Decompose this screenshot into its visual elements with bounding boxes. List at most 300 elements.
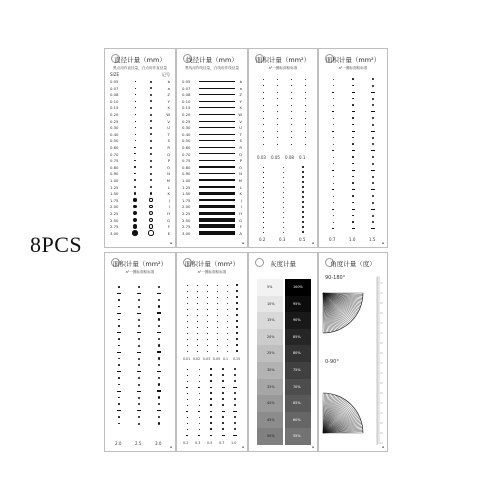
column-label: 0.1 [223,357,229,361]
area-dot [283,217,284,218]
size-label: 0.07 [110,85,119,91]
area-dot [197,315,198,316]
size-label: 0.10 [182,98,191,104]
area-dot [222,368,224,370]
area-dot [158,416,160,418]
size-label: 0.80 [182,164,191,170]
card-title: 线径计量（mm） [186,56,238,64]
size-label: 0.70 [110,151,119,157]
gray-label: 55% [293,434,301,439]
area-dot [217,291,218,292]
area-dot [207,309,208,310]
size-label: 0.40 [110,131,119,137]
area-bar [233,387,237,388]
area-bar [157,390,162,391]
white-dot [150,160,152,162]
area-bar [157,351,162,352]
black-dot [135,94,136,95]
area-dot [199,429,200,430]
area-dot [352,78,354,80]
area-dot [138,345,140,347]
area-dot [118,338,120,340]
card-subtitle: a²一圈标面积标准 [125,270,155,274]
area-dot [158,325,160,327]
area-bar [233,435,237,436]
size-label: 0.50 [110,138,119,144]
white-dot [150,173,152,175]
area-dot [352,215,354,217]
area-dot [277,131,278,132]
area-dot [234,416,236,418]
area-dot [263,98,264,99]
area-dot [207,333,208,334]
area-dot [283,202,284,203]
area-dot [302,166,303,167]
code-label: X [239,105,242,111]
size-label: 0.75 [110,158,119,164]
area-dot [263,182,264,183]
card-title: 面积计量（mm²） [325,56,381,64]
area-dot [187,423,188,424]
code-label: O [167,164,170,170]
area-dot [227,303,228,304]
area-dot [217,351,218,352]
size-label: 2.25 [110,211,119,216]
area-dot [118,397,120,399]
area-bar [352,170,355,171]
area-bar [352,228,355,229]
area-dot [227,291,228,292]
area-dot [236,296,237,297]
corner-mark: ■ [312,241,314,245]
area-dot [234,380,236,382]
area-dot [333,222,334,223]
area-dot [222,398,224,400]
code-label: J [168,197,170,203]
size-label: 2.50 [110,217,119,223]
grayscale-gauge-card [248,252,318,452]
area-dot [333,118,334,119]
area-dot [283,222,284,223]
white-dot [150,87,152,89]
area-dot [199,423,200,424]
size-label: 1.50 [182,191,191,197]
area-dot [158,403,160,405]
area-dot [217,339,218,340]
area-dot [263,187,264,188]
area-dot [277,79,278,80]
area-dot [118,299,120,301]
area-dot [227,321,228,322]
white-dot [150,133,152,135]
area-dot [352,176,354,178]
code-label: S [167,138,170,144]
area-dot [372,78,374,80]
area-bar [157,293,162,294]
area-dot [333,183,334,184]
area-dot [291,98,292,99]
area-dot [263,118,264,119]
area-dot [302,226,303,227]
code-label: P [167,158,170,164]
area-dot [207,285,208,286]
area-bar [117,410,120,411]
size-label: 0.10 [110,98,119,104]
area-dot [222,404,224,406]
code-label: Q [167,151,170,157]
size-label: 3.00 [110,230,119,236]
area-dot [333,157,334,158]
gray-label: 100% [293,285,303,289]
area-dot [236,344,237,345]
area-bar [186,435,187,436]
size-label: 0.30 [110,125,119,131]
line-mark [199,147,235,148]
area-dot [302,211,303,212]
gray-label: 90% [293,318,301,323]
column-label: 0.1 [299,155,306,160]
area-dot [277,111,278,112]
area-dot [118,377,120,379]
area-dot [234,428,236,430]
line-mark [199,199,235,202]
area-dot [187,381,188,382]
code-label: G [167,217,170,223]
area-dot [352,156,354,158]
area-dot [302,201,303,202]
area-dot [333,79,334,80]
area-dot [305,92,306,93]
area-dot [263,137,264,138]
area-dot [236,290,237,291]
area-dot [372,163,374,165]
area-dot [263,172,264,173]
area-dot [263,202,264,203]
area-bar [233,411,237,412]
area-gauge-card-2 [318,48,388,248]
area-dot [118,403,120,405]
area-dot [277,137,278,138]
area-dot [372,98,374,100]
line-mark [199,134,235,135]
size-label: 2.00 [182,204,191,210]
size-label: 0.60 [110,145,119,150]
gray-label: 60% [293,417,301,422]
corner-mark: ■ [242,241,244,245]
line-mark [199,186,235,188]
white-dot [150,147,152,149]
column-label: 0.03 [203,357,211,361]
size-label: 1.75 [182,197,191,203]
black-dot [135,107,136,108]
white-dot [149,211,153,215]
card-title: 直径计量（mm） [114,56,166,64]
area-bar [137,332,141,333]
code-label: E [167,230,170,236]
size-label: 0.80 [110,164,119,170]
black-dot [133,224,138,229]
area-dot [138,403,140,405]
gray-label: 40% [267,401,275,406]
code-label: Y [167,98,170,104]
column-label: 0.5 [207,441,213,445]
white-dot [149,198,152,201]
area-bar [198,435,200,436]
size-label: 0.08 [182,92,191,98]
area-gauge-card-1 [248,48,318,248]
area-dot [118,416,120,418]
area-dot [283,187,284,188]
area-bar [137,391,141,392]
area-dot [199,369,200,370]
area-dot [372,117,374,119]
area-dot [197,291,198,292]
area-dot [291,85,292,86]
code-label: R [239,145,242,150]
size-label: 0.20 [182,112,191,117]
column-label: 0.01 [183,357,191,361]
code-label: V [239,118,242,124]
area-dot [227,285,228,286]
black-dot [134,179,136,181]
area-dot [263,232,264,233]
area-bar [352,209,355,210]
lower-protractor-fan [323,393,363,433]
area-bar [137,371,141,372]
column-label: 0.7 [329,237,336,242]
area-dot [333,163,334,164]
area-dot [352,104,354,106]
white-dot [149,218,154,223]
area-bar [157,410,162,411]
size-label: 2.00 [110,204,119,210]
area-dot [372,202,374,204]
white-dot [150,192,153,195]
area-dot [158,344,160,346]
black-dot [133,198,136,201]
size-label: 0.05 [110,79,119,84]
area-dot [333,176,334,177]
area-dot [291,144,292,145]
area-bar [137,293,141,294]
area-dot [138,364,140,366]
gray-label: 15% [267,318,275,323]
area-dot [222,428,224,430]
gray-label: 25% [267,351,275,356]
code-label: V [167,118,170,124]
white-dot [150,179,152,181]
code-label: A [239,230,242,236]
area-dot [333,124,334,125]
white-dot [149,205,153,209]
area-dot [283,212,284,213]
area-dot [138,319,140,321]
area-gauge-card-4 [176,252,248,452]
area-bar [352,150,355,151]
area-dot [118,286,120,288]
area-dot [210,374,211,375]
gray-label: 50% [267,434,275,439]
area-bar [352,189,355,190]
line-mark [199,160,235,161]
white-dot [150,100,152,102]
area-dot [217,297,218,298]
area-dot [291,92,292,93]
area-dot [372,104,374,106]
size-label: 0.25 [182,118,191,124]
area-dot [227,345,228,346]
code-label: K [239,191,242,197]
code-label: Z [239,92,242,98]
line-mark [199,212,235,215]
area-dot [302,191,303,192]
area-dot [222,380,224,382]
code-label: J [240,197,242,203]
column-label: 2.5 [135,441,142,446]
code-label: I [240,204,242,210]
area-bar [352,111,355,112]
area-dot [199,399,200,400]
black-dot [135,134,136,135]
area-dot [302,171,303,172]
area-bar [198,411,200,412]
area-dot [291,124,292,125]
angle-fans [319,253,388,452]
black-dot [135,140,136,141]
black-dot [135,88,136,89]
size-label: 0.25 [110,118,119,124]
area-dot [263,212,264,213]
area-dot [197,309,198,310]
area-dot [236,332,237,333]
column-label: 0.08 [285,155,294,160]
area-dot [263,79,264,80]
area-dot [227,297,228,298]
area-bar [210,411,212,412]
area-dot [333,144,334,145]
area-dot [207,291,208,292]
area-bar [222,387,225,388]
area-dot [197,285,198,286]
upper-protractor-fan [323,293,363,333]
gray-label: 95% [293,301,301,306]
area-dot [210,428,211,429]
area-bar [137,313,141,314]
card-subtitle: a²一圈标面积标准 [197,270,227,274]
code-label: H [167,211,170,216]
code-label: F [239,224,242,230]
area-dot [291,105,292,106]
white-dot [150,153,152,155]
black-dot [134,186,136,188]
area-dot [118,384,120,386]
code-label: Y [239,98,242,104]
code-label: N [167,171,170,177]
area-dot [210,404,211,405]
area-dot [197,327,198,328]
area-dot [305,85,306,86]
code-label: N [239,171,242,177]
area-bar [371,170,375,171]
card-subtitle: 黑线用作线径量，白线用作线径量 [185,66,239,70]
area-dot [187,417,188,418]
area-dot [227,315,228,316]
area-dot [158,286,160,288]
size-label: 0.30 [182,125,191,131]
code-label: T [167,131,170,137]
area-dot [217,345,218,346]
area-dot [352,85,354,87]
area-dot [227,309,228,310]
column-label: 0.3 [195,441,201,445]
line-mark [199,173,235,174]
area-dot [158,396,160,398]
area-bar [371,131,375,132]
area-dot [207,327,208,328]
area-dot [305,111,306,112]
corner-mark: ■ [170,241,172,245]
code-label: L [167,184,170,190]
gray-label: 10% [267,301,275,306]
white-dot [150,107,152,109]
area-dot [277,118,278,119]
gray-label: 5% [267,285,273,289]
area-bar [371,92,375,93]
line-mark [199,192,235,194]
area-dot [352,98,354,100]
area-dot [372,176,374,178]
white-dot [148,230,153,235]
area-bar [117,293,120,294]
area-dot [263,144,264,145]
area-dot [291,131,292,132]
black-dot [134,166,135,167]
size-label: 0.90 [110,171,119,177]
area-dot [283,232,284,233]
area-dot [372,215,374,217]
code-label: O [239,164,242,170]
area-dot [352,137,354,139]
area-bar [137,410,141,411]
area-dot [207,321,208,322]
area-dot [291,79,292,80]
size-header: SIZE [110,72,119,77]
area-dot [158,364,160,366]
area-dot [158,338,160,340]
area-bar [210,387,212,388]
size-label: 1.50 [110,191,119,197]
card-title: 角度计量（度） [330,260,376,268]
line-mark [199,205,235,208]
corner-mark: ■ [382,241,384,245]
area-dot [187,405,188,406]
size-label: 2.25 [182,211,191,216]
area-bar [371,189,375,190]
size-label: 1.00 [182,178,191,183]
code-label: X [167,105,170,111]
area-dot [263,177,264,178]
area-dot [372,85,374,87]
area-dot [372,124,374,126]
area-bar [371,209,375,210]
area-dot [302,206,303,207]
area-dot [352,221,354,223]
area-bar [332,170,334,171]
area-dot [234,374,236,376]
black-dot [134,147,135,148]
area-dot [333,137,334,138]
area-bar [186,411,187,412]
